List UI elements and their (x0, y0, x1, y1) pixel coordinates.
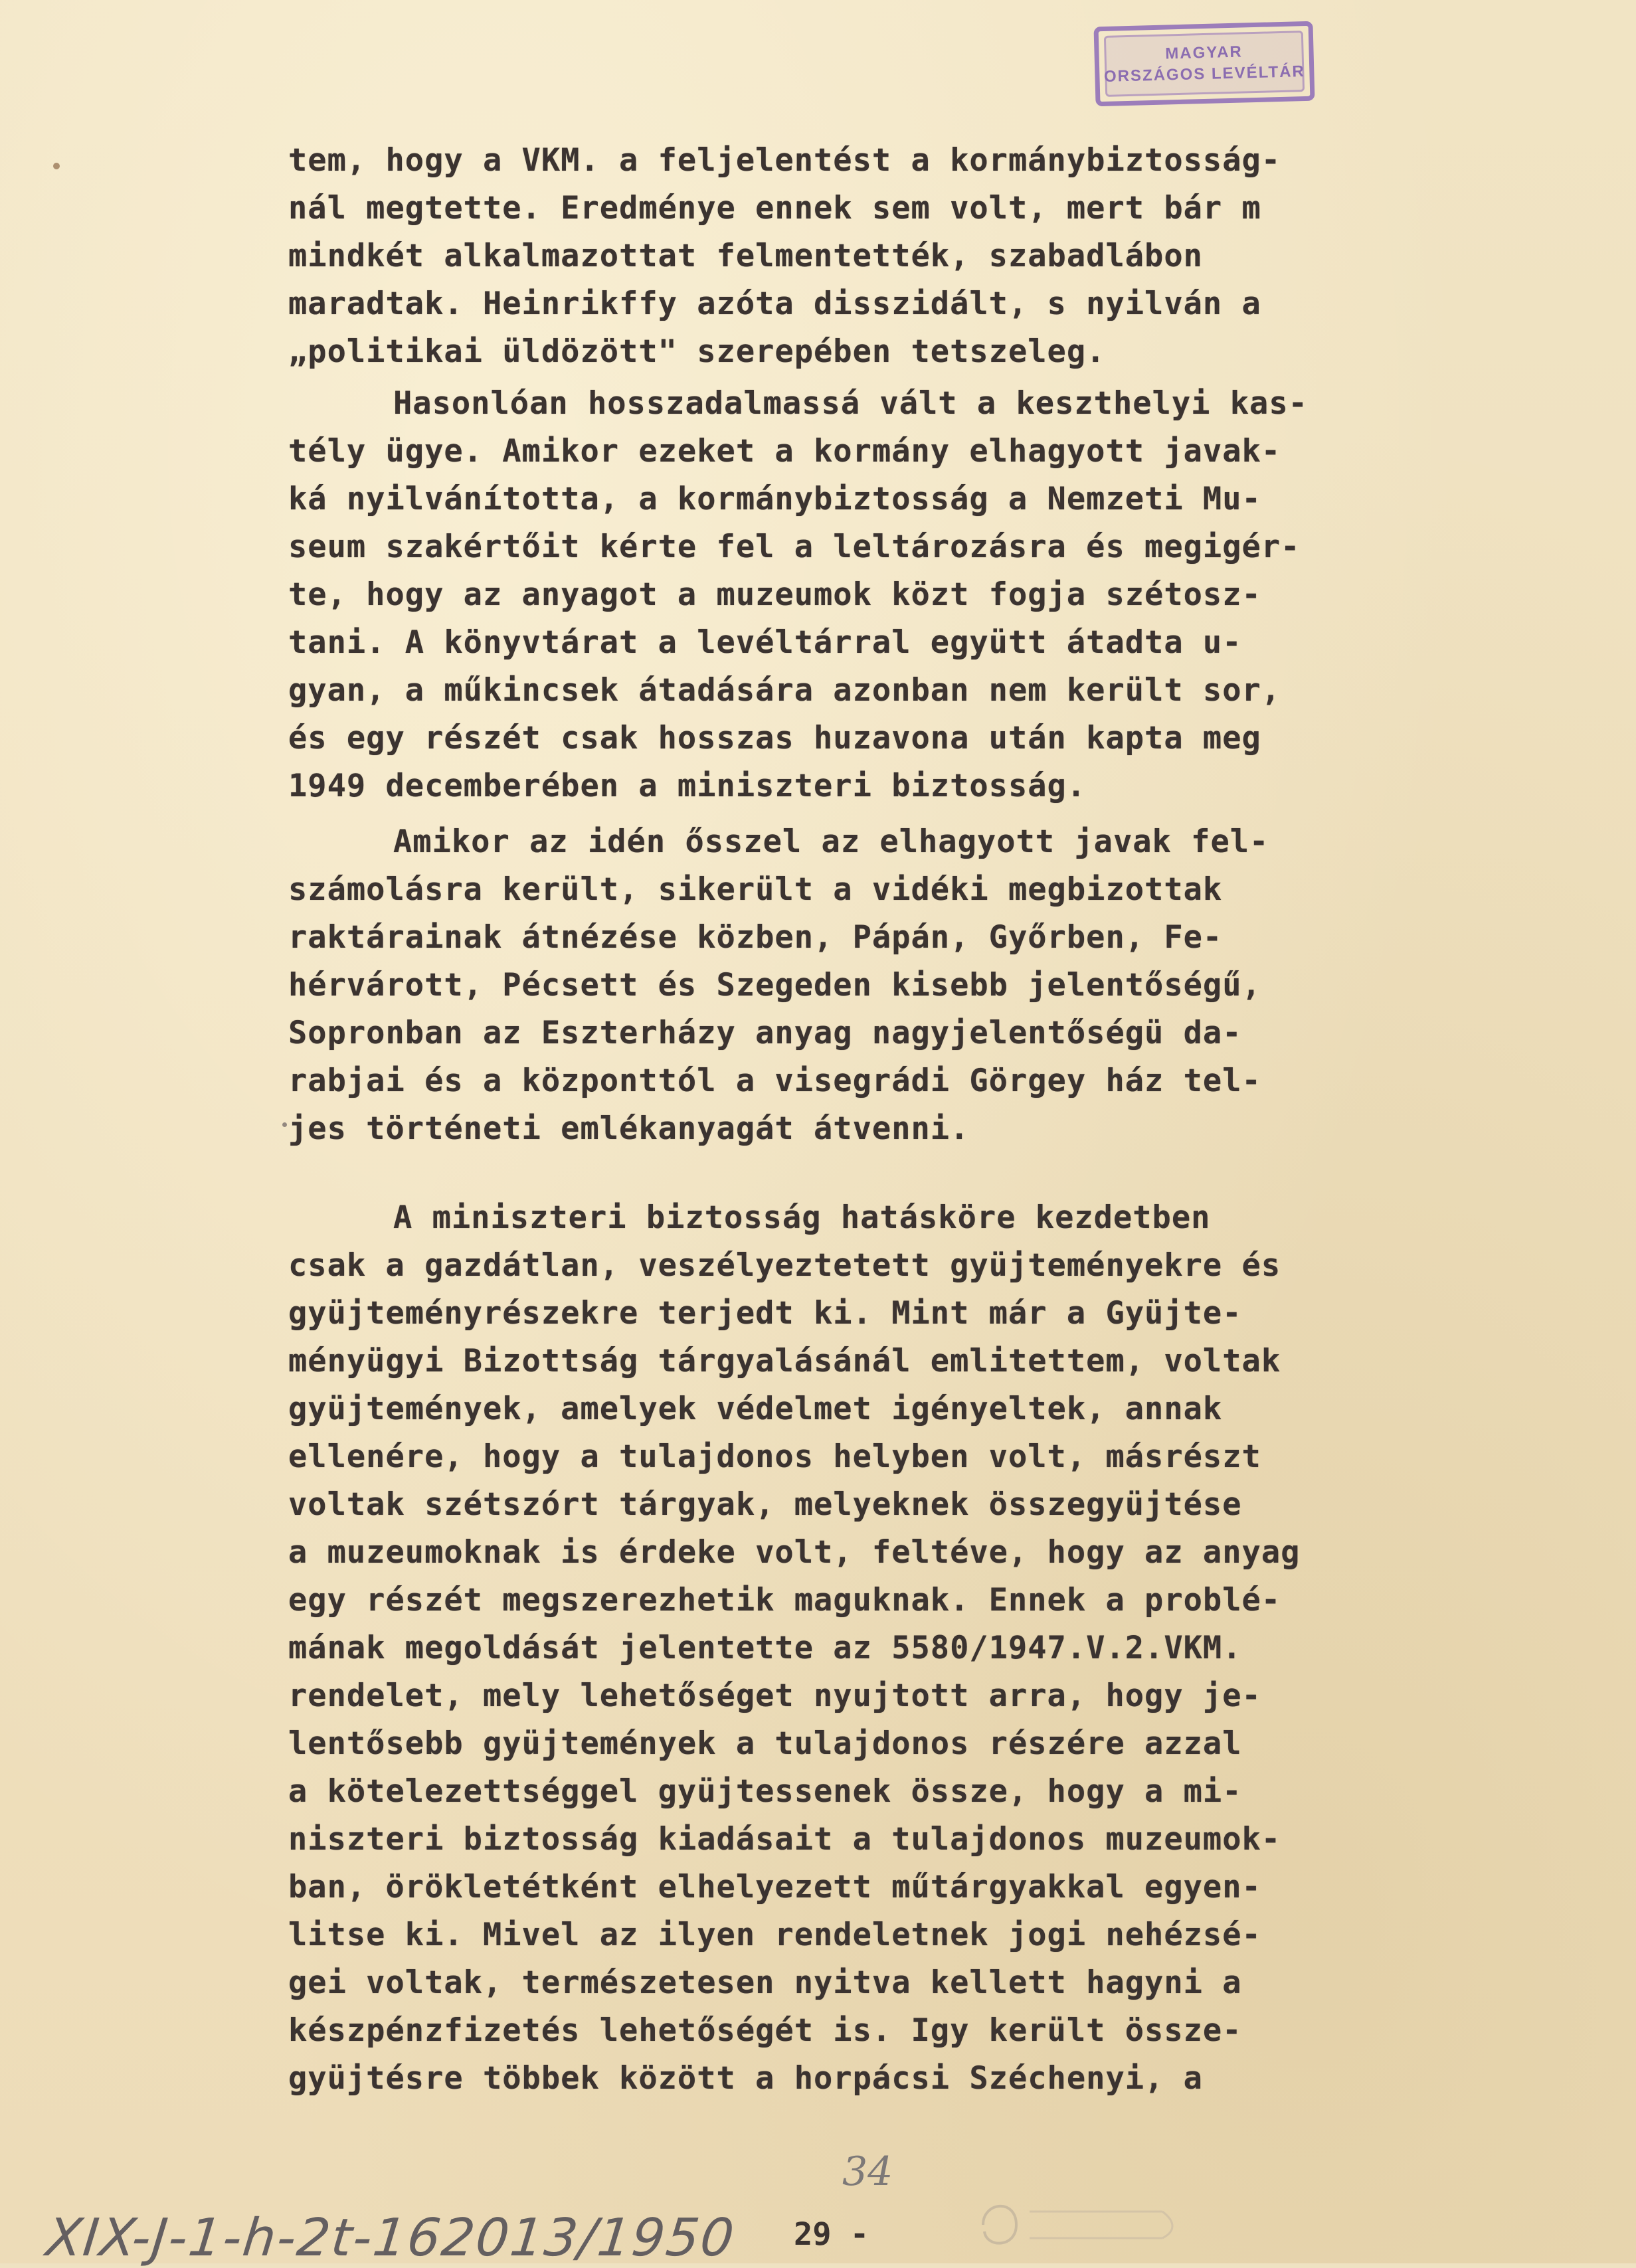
text-line: ellenére, hogy a tulajdonos helyben volt, másrészt (288, 1439, 1261, 1475)
text-line: tem, hogy a VKM. a feljelentést a kormánybiztosság- (288, 142, 1281, 179)
archive-stamp (1093, 21, 1315, 107)
text-line: rendelet, mely lehetőséget nyujtott arra, hogy je- (288, 1678, 1261, 1714)
text-line: maradtak. Heinrikffy azóta disszidált, s nyilván a (288, 286, 1261, 322)
text-line: mának megoldását jelentette az 5580/1947.V.2.VKM. (288, 1630, 1242, 1666)
text-line: tély ügye. Amikor ezeket a kormány elhagyott javak- (288, 433, 1281, 470)
handwritten-folio-number: 34 (842, 2148, 893, 2195)
text-line: „politikai üldözött" szerepében tetszeleg. (288, 333, 1106, 370)
text-line: ká nyilvánította, a kormánybiztosság a Nemzeti Mu- (288, 481, 1261, 517)
text-line: raktárainak átnézése közben, Pápán, Győrben, Fe- (288, 919, 1223, 956)
paper-speck (282, 1122, 287, 1127)
text-line: csak a gazdátlan, veszélyeztetett gyüjteményekre és (288, 1247, 1281, 1284)
text-line: Sopronban az Eszterházy anyag nagyjelentőségü da- (288, 1015, 1242, 1051)
page-number: 29 - (794, 2216, 869, 2253)
text-line: egy részét megszerezhetik maguknak. Ennek a problé- (288, 1582, 1281, 1618)
text-line: rabjai és a központtól a visegrádi Görgey ház tel- (288, 1063, 1261, 1099)
archive-stamp-frame (1104, 31, 1305, 97)
text-line: mindkét alkalmazottat felmentették, szabadlábon (288, 238, 1203, 274)
text-line: ményügyi Bizottság tárgyalásánál emlitettem, voltak (288, 1343, 1281, 1379)
text-line: hérvárott, Pécsett és Szegeden kisebb jelentőségű, (288, 967, 1261, 1003)
paper-speck (53, 163, 60, 169)
text-line: a muzeumoknak is érdeke volt, feltéve, hogy az anyag (288, 1534, 1301, 1571)
text-line: tani. A könyvtárat a levéltárral együtt átadta u- (288, 624, 1242, 661)
text-line: A miniszteri biztosság hatásköre kezdetben (393, 1199, 1211, 1236)
text-line: ban, örökletétként elhelyezett műtárgyakkal egyen- (288, 1869, 1261, 1905)
archive-reference-code: XIX-J-1-h-2t-162013/1950 (43, 2208, 738, 2268)
text-line: és egy részét csak hosszas huzavona után kapta meg (288, 720, 1261, 756)
text-line: voltak szétszórt tárgyak, melyeknek összegyüjtése (288, 1486, 1242, 1523)
text-line: a kötelezettséggel gyüjtessenek össze, hogy a mi- (288, 1773, 1242, 1810)
text-line: gyüjteményrészekre terjedt ki. Mint már a Gyüjte- (288, 1295, 1242, 1332)
stamp-line-1: MAGYAR (1165, 43, 1243, 63)
text-line: készpénzfizetés lehetőségét is. Igy került össze- (288, 2012, 1242, 2049)
text-line: gyüjtemények, amelyek védelmet igényeltek, annak (288, 1391, 1223, 1427)
text-line: litse ki. Mivel az ilyen rendeletnek jogi nehézsé- (288, 1917, 1261, 1953)
stamp-line-2: ORSZÁGOS LEVÉLTÁR (1103, 62, 1306, 86)
text-line: gei voltak, természetesen nyitva kellett hagyni a (288, 1964, 1242, 2001)
text-line: Amikor az idén ősszel az elhagyott javak fel- (393, 824, 1269, 860)
text-line: számolásra került, sikerült a vidéki megbizottak (288, 871, 1223, 908)
text-line: te, hogy az anyagot a muzeumok közt fogja szétosz- (288, 576, 1261, 613)
text-line: niszteri biztosság kiadásait a tulajdonos muzeumok- (288, 1821, 1281, 1858)
text-line: lentősebb gyüjtemények a tulajdonos részére azzal (288, 1725, 1242, 1762)
text-line: gyüjtésre többek között a horpácsi Széchenyi, a (288, 2060, 1203, 2097)
text-line: Hasonlóan hosszadalmassá vált a keszthelyi kas- (393, 385, 1308, 422)
text-line: seum szakértőit kérte fel a leltározásra és megigér- (288, 529, 1301, 565)
pencil-scribble (976, 2192, 1176, 2258)
text-line: nál megtette. Eredménye ennek sem volt, mert bár m (288, 190, 1261, 226)
text-line: jes történeti emlékanyagát átvenni. (288, 1110, 970, 1147)
text-line: 1949 decemberében a miniszteri biztosság. (288, 768, 1087, 804)
text-line: gyan, a műkincsek átadására azonban nem került sor, (288, 672, 1281, 709)
